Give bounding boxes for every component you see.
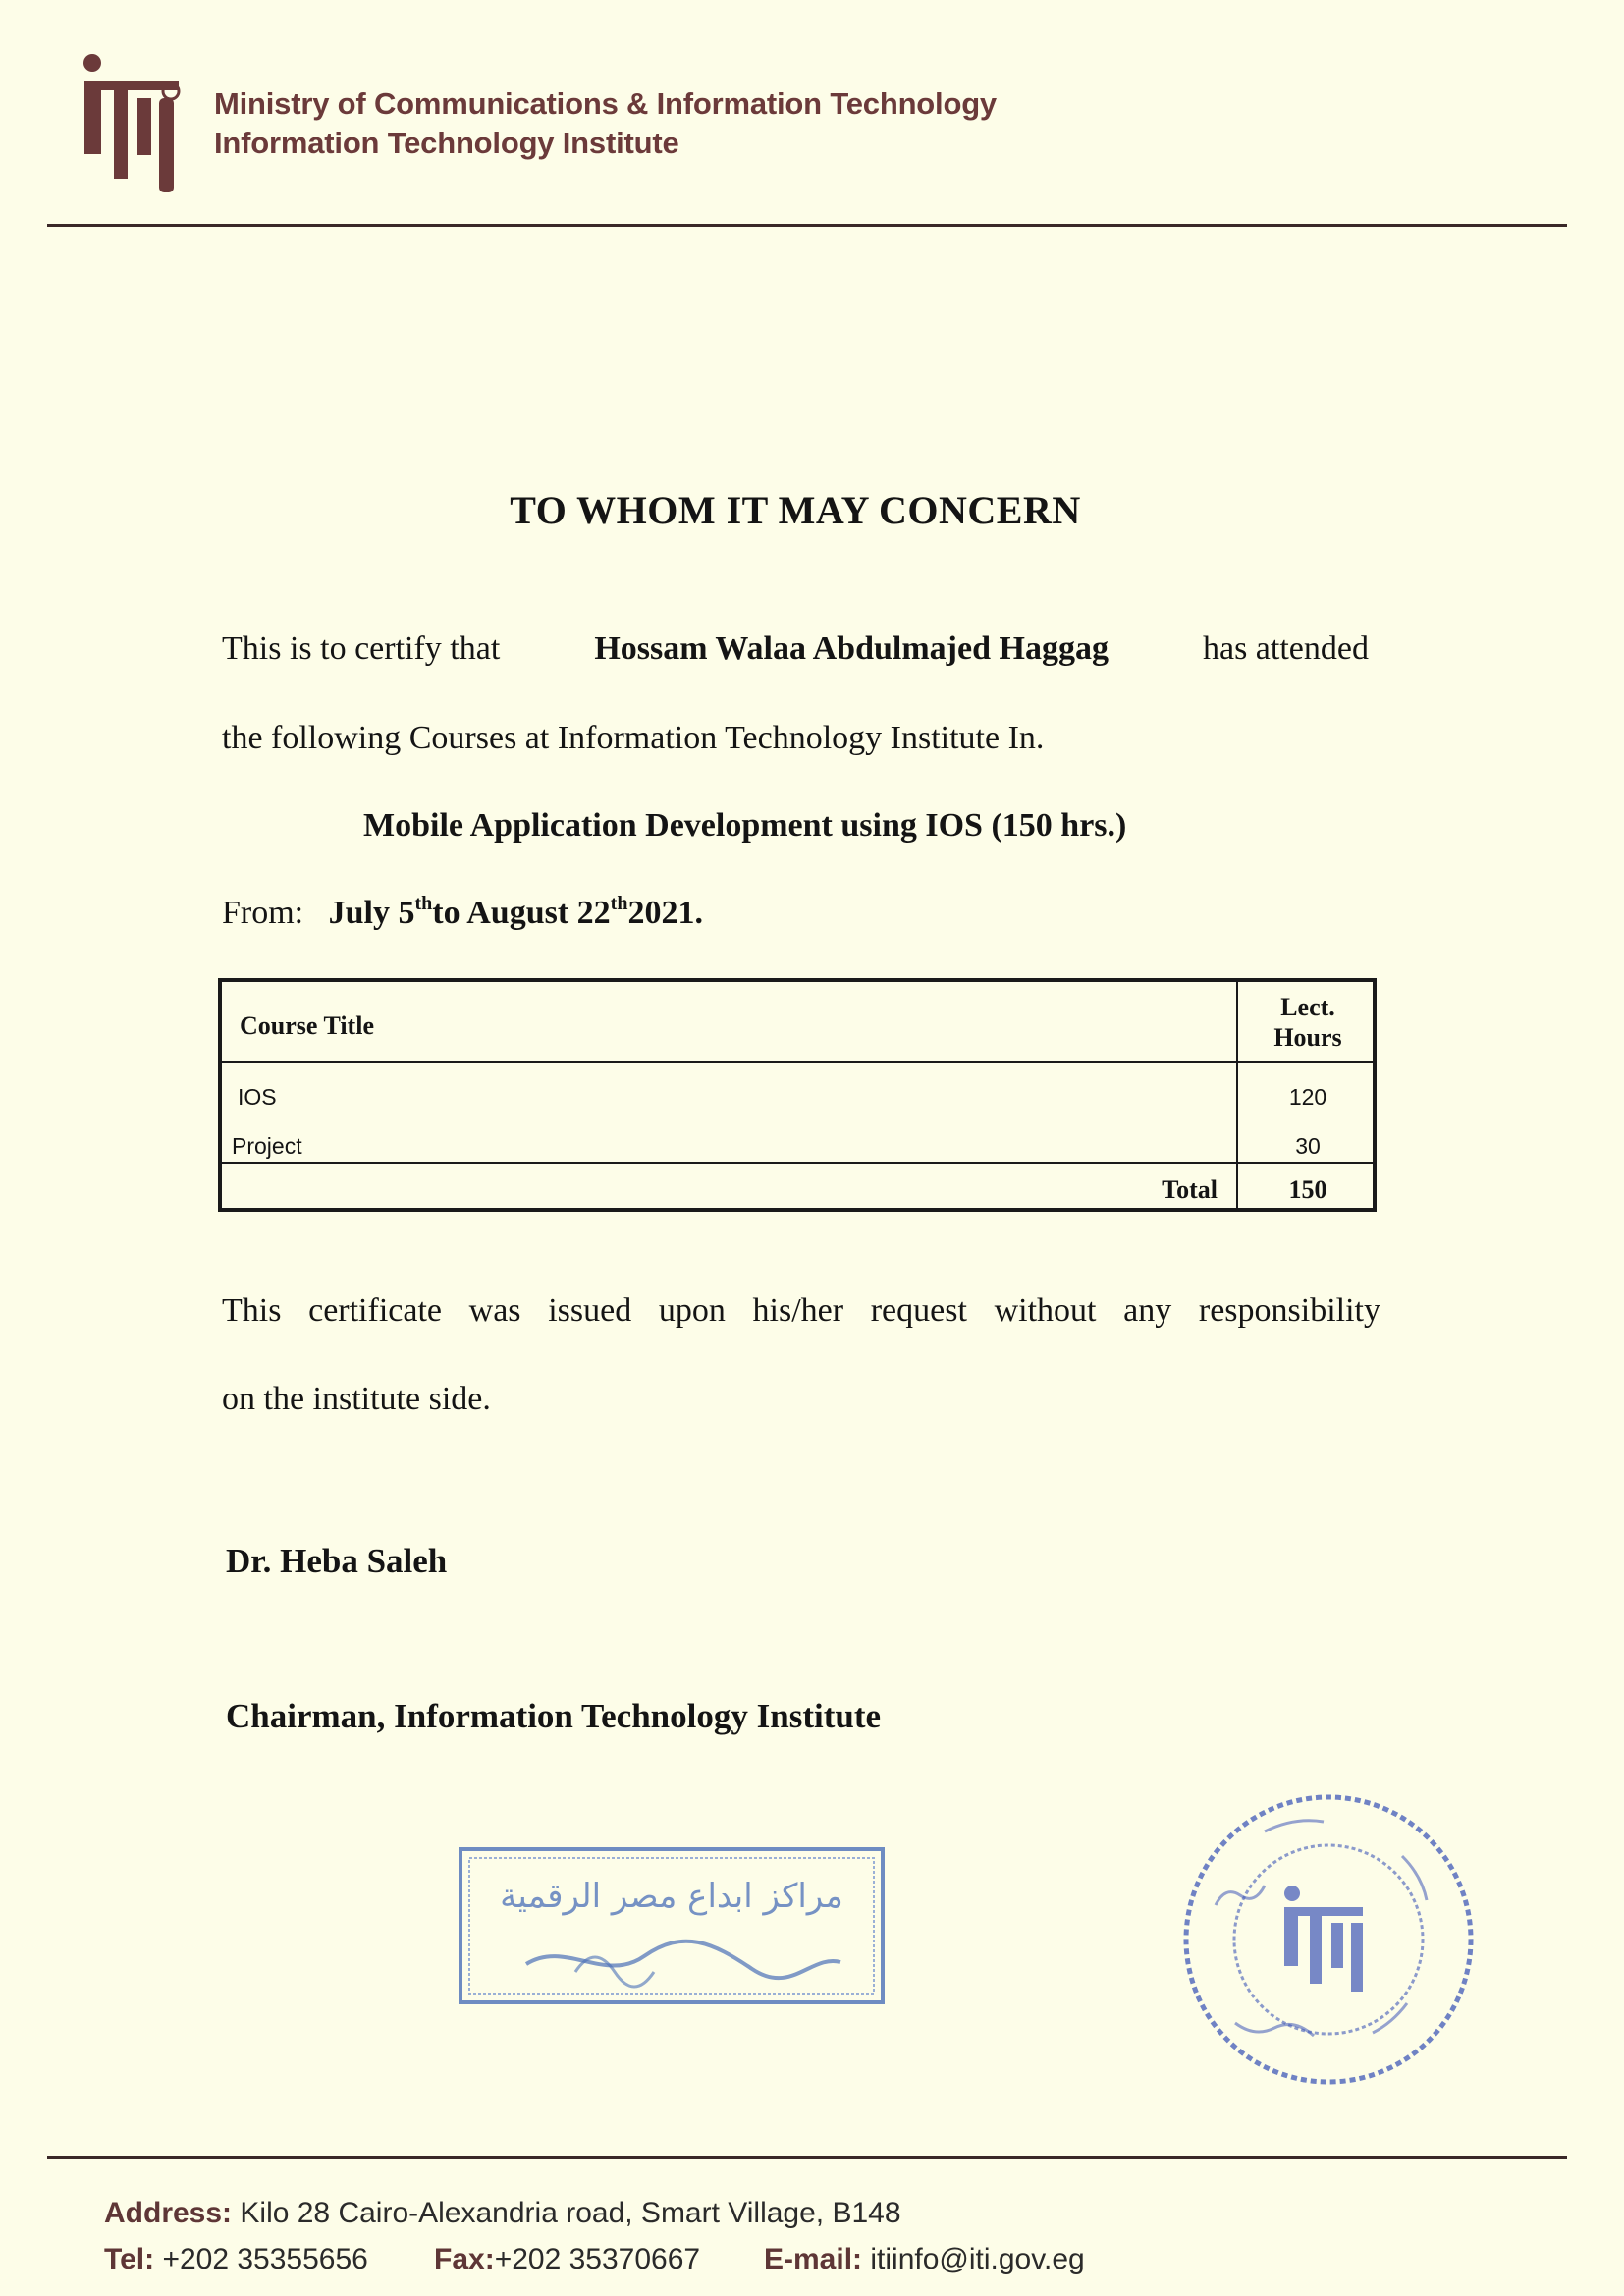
start-date-suffix: th: [414, 893, 433, 914]
footer-address: [104, 2197, 901, 2230]
iti-logo: [77, 51, 185, 198]
signer-title: Chairman, Information Technology Institute: [226, 1697, 882, 1735]
tel-value: +202 35355656: [162, 2243, 368, 2275]
stamp-arabic-text: مراكز ابداع مصر الرقمية: [500, 1877, 843, 1916]
email-value: itiinfo@iti.gov.eg: [870, 2243, 1085, 2275]
end-date: to August 22: [432, 895, 611, 931]
disclaimer-line-1: [222, 1292, 1380, 1330]
disclaimer-line-2: on the institute side.: [222, 1381, 491, 1417]
total-value: 150: [1288, 1175, 1327, 1204]
footer-fax: [434, 2243, 700, 2276]
address-value: Kilo 28 Cairo-Alexandria road, Smart Village, B148: [240, 2197, 901, 2229]
start-date: July 5: [328, 895, 415, 931]
table-total-divider: [222, 1162, 1373, 1164]
date-range: [222, 895, 1380, 932]
table-header-divider: [222, 1061, 1373, 1063]
rectangular-stamp: [458, 1846, 886, 2005]
certify-prefix: This is to certify that: [222, 630, 501, 667]
disclaimer-word: issued: [548, 1292, 632, 1329]
column-header-lect-hours: [1239, 992, 1377, 1053]
courses-line: the following Courses at Information Technology Institute In.: [222, 720, 1045, 756]
footer-tel: [104, 2243, 368, 2276]
disclaimer-word: responsibility: [1198, 1292, 1380, 1329]
column-header-lect: Lect.: [1280, 993, 1335, 1021]
course-table: [218, 978, 1377, 1212]
address-label: Address:: [104, 2197, 233, 2229]
header-divider: [47, 224, 1567, 227]
column-header-course-title: Course Title: [240, 1011, 374, 1040]
column-header-hours: Hours: [1273, 1023, 1342, 1052]
certify-line: [222, 630, 1369, 668]
tel-label: Tel:: [104, 2243, 155, 2275]
letter-heading: TO WHOM IT MAY CONCERN: [510, 488, 1081, 532]
total-label: Total: [1162, 1175, 1218, 1204]
footer-email: [764, 2243, 1085, 2276]
table-row-title: IOS: [238, 1084, 277, 1110]
from-label: From:: [222, 895, 304, 931]
fax-value: +202 35370667: [494, 2243, 701, 2275]
fax-label: Fax:: [434, 2243, 495, 2275]
program-title: Mobile Application Development using IOS (150 hrs.): [363, 807, 1127, 844]
table-column-divider: [1236, 982, 1238, 1208]
disclaimer-word: This: [222, 1292, 282, 1329]
disclaimer-word: request: [870, 1292, 967, 1329]
year: 2021.: [627, 895, 703, 931]
table-row-title: Project: [232, 1133, 302, 1159]
disclaimer-word: any: [1123, 1292, 1172, 1329]
round-seal-stamp: [1176, 1787, 1481, 2092]
footer-divider: [47, 2156, 1567, 2159]
disclaimer-word: without: [994, 1292, 1097, 1329]
disclaimer-word: upon: [658, 1292, 726, 1329]
email-label: E-mail:: [764, 2243, 863, 2275]
ministry-name: Ministry of Communications & Information Technology: [214, 86, 997, 121]
certify-suffix: has attended: [1202, 630, 1369, 667]
disclaimer-word: was: [468, 1292, 521, 1329]
student-name: Hossam Walaa Abdulmajed Haggag: [594, 630, 1109, 667]
institute-name: Information Technology Institute: [214, 126, 679, 160]
signer-name: Dr. Heba Saleh: [226, 1542, 448, 1580]
end-date-suffix: th: [610, 893, 628, 914]
table-row-hours: 120: [1288, 1084, 1327, 1110]
disclaimer-word: his/her: [752, 1292, 844, 1329]
table-row-hours: 30: [1295, 1133, 1321, 1159]
disclaimer-word: certificate: [308, 1292, 442, 1329]
